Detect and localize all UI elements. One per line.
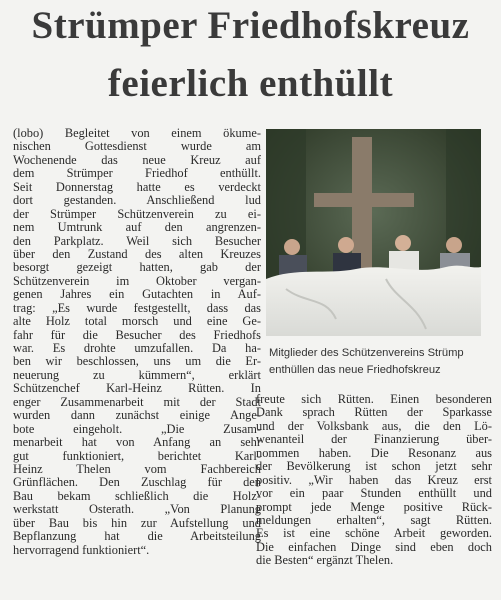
article-line: Dank sprach Rütten der Sparkasse	[256, 405, 492, 420]
article-column-left	[13, 127, 261, 557]
article-line: hervorragend funktioniert“.	[13, 542, 150, 557]
article-line: den Parkplatz. Weil sich Besucher	[13, 233, 261, 248]
article-photo	[266, 129, 481, 336]
article-line: dort gestanden. Anschließend lud	[13, 193, 261, 208]
article-line: meldungen erhalten“, sagt Rütten.	[256, 512, 492, 527]
cross-unveiling-picture	[266, 129, 481, 336]
article-line: freute sich Rütten. Einen besonderen	[256, 392, 492, 406]
article-line: positiv. „Wir haben das Kreuz erst	[256, 472, 492, 487]
headline-line-1: Strümper Friedhofskreuz	[31, 4, 470, 47]
caption-line-2: enthüllen das neue Friedhofskreuz	[269, 364, 441, 376]
article-line: trag: „Es wurde festgestellt, dass das	[13, 300, 261, 315]
article-line: über Bau bis hin zur Aufstellung und	[13, 515, 261, 530]
article-line: prompt jede Menge positive Rück-	[256, 499, 492, 514]
article-line: gut funktioniert, berichtet Karl-	[13, 448, 261, 463]
article-line: Seit Donnerstag hatte es verdeckt	[13, 179, 261, 194]
article-line: Schützenchef Karl-Heinz Rütten. In	[13, 381, 261, 396]
article-line: nem Umtrunk auf den angrenzen-	[13, 220, 261, 235]
article-line: (lobo) Begleitet von einem ökume-	[13, 126, 261, 140]
article-line: nommen haben. Die Resonanz aus	[256, 445, 492, 460]
article-line: alte Holz total morsch und eine Ge-	[13, 314, 261, 329]
article-line: neuerung zu kümmern“, erklärt	[13, 367, 261, 382]
article-line: Wochenende das neue Kreuz auf	[13, 152, 261, 167]
article-line: der Strümper Schützenverein zu ei-	[13, 206, 261, 221]
photo-caption	[269, 345, 494, 379]
article-line: Grünflächen. Den Zuschlag für den	[13, 475, 261, 490]
article-line: Schützenverein im Oktober vergan-	[13, 273, 261, 288]
article-line: Die einfachen Dinge sind eben doch	[256, 539, 492, 554]
article-line: bote eingeholt. „Die Zusam-	[13, 421, 261, 436]
article-line: Es ist eine schöne Arbeit geworden.	[256, 526, 492, 541]
caption-line-1: Mitglieder des Schützenvereins Strümp	[269, 347, 464, 359]
article-column-right	[256, 393, 492, 568]
article-line: fahr für die Besucher des Friedhofs	[13, 327, 261, 342]
article-line: der Bevölkerung ist schon jetzt sehr	[256, 459, 492, 474]
article-line: war. Es drohte umzufallen. Da ha-	[13, 341, 261, 355]
article-line: enger Zusammenarbeit mit der Stadt	[13, 394, 261, 409]
article-line: nischen Gottesdienst wurde am	[13, 139, 261, 154]
article-line: genen Jahres ein Gutachten in Auf-	[13, 287, 261, 302]
article-line: werkstatt Osterath. „Von Planung	[13, 502, 261, 517]
article-line: ben wir beschlossen, uns um die Er-	[13, 354, 261, 369]
article-line: wenanteil der Finanzierung über-	[256, 432, 492, 447]
article-line: die Besten“ ergänzt Thelen.	[256, 553, 394, 568]
article-line: vor ein paar Stunden enthüllt und	[256, 486, 492, 501]
article-line: Bepflanzung hat die Arbeitsteilung	[13, 529, 261, 544]
article-line: wurden dann zunächst einige Ange-	[13, 408, 261, 423]
article-line: und der Volksbank aus, die den Lö-	[256, 418, 492, 433]
article-line: über den Zustand des alten Kreuzes	[13, 246, 261, 261]
article-line: besorgt gezeigt hatten, gab der	[13, 260, 261, 275]
headline-line-2: feierlich enthüllt	[107, 62, 394, 105]
article-line: menarbeit hat von Anfang an sehr	[13, 435, 261, 450]
article-line: Bau bekam schließlich die Holz-	[13, 488, 261, 503]
article-line: Heinz Thelen vom Fachbereich	[13, 461, 261, 476]
article-line: dem Strümper Friedhof enthüllt.	[13, 166, 261, 181]
